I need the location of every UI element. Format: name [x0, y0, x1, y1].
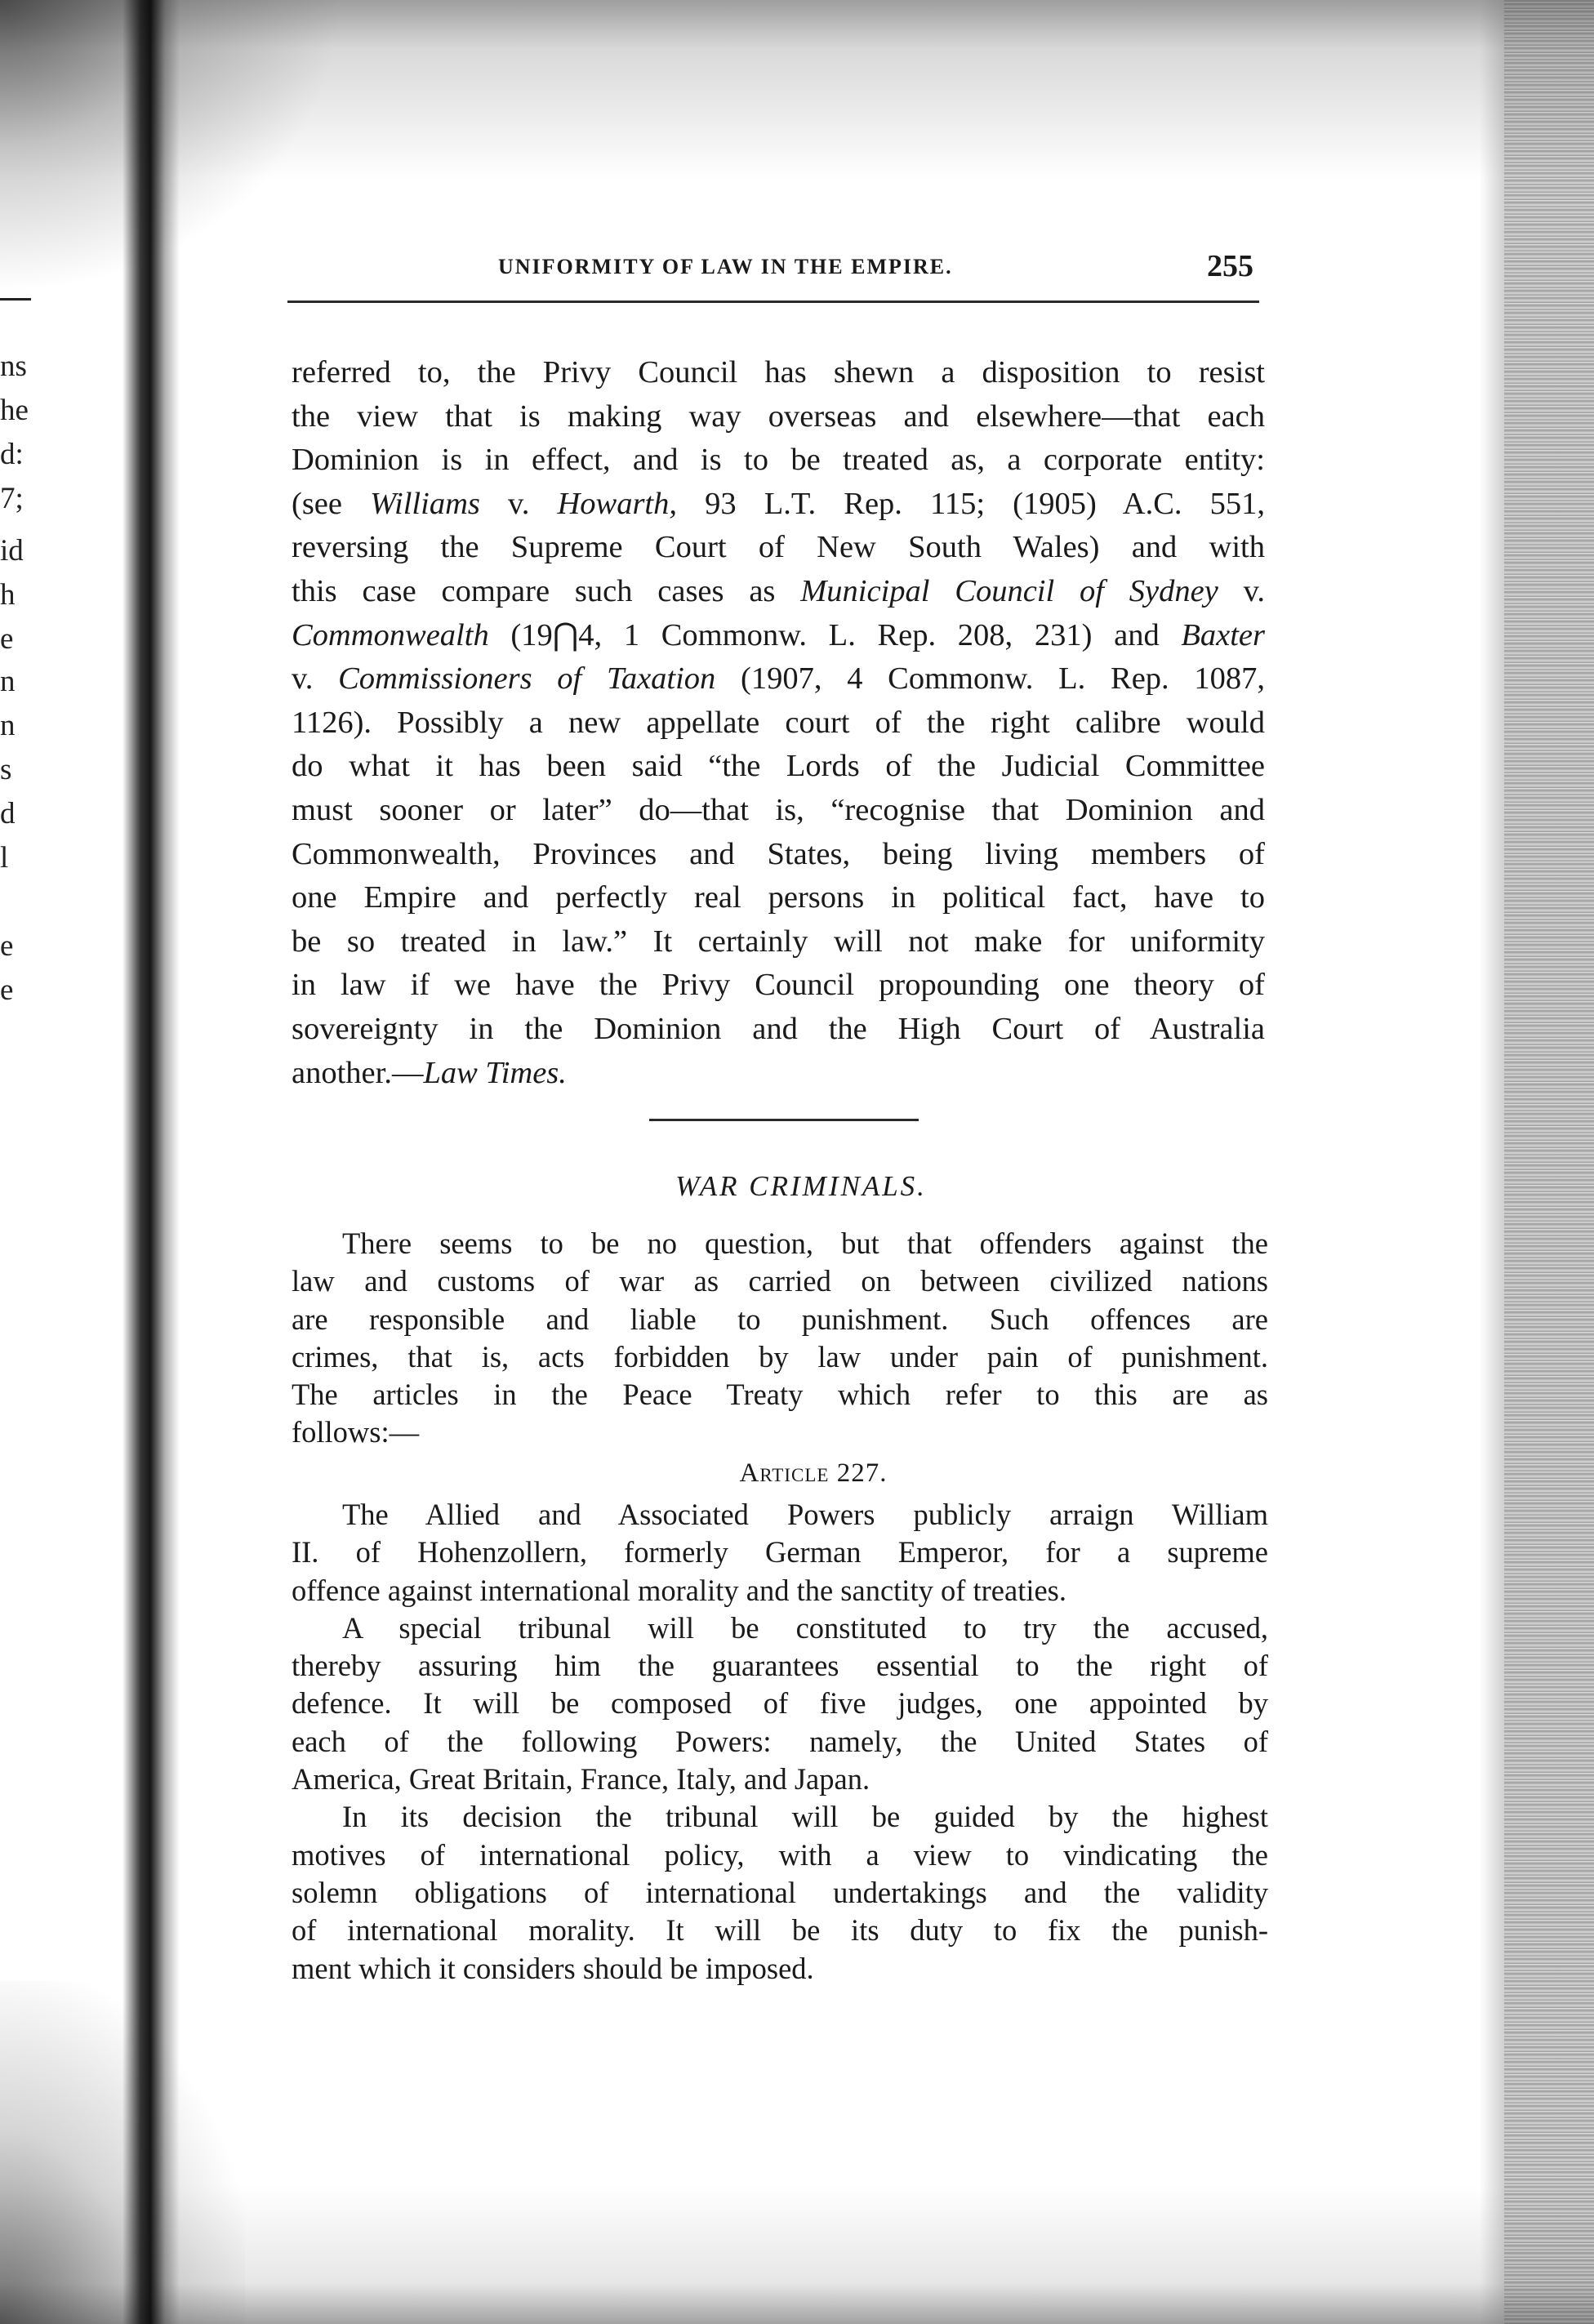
text-line: II. of Hohenzollern, formerly German Emperor, for a supreme [292, 1535, 1268, 1569]
text-line: of international morality. It will be its duty to fix the punish- [292, 1913, 1268, 1948]
text-line: the view that is making way overseas and elsewhere—that each [292, 398, 1265, 434]
header-rule [287, 301, 1259, 303]
case-citation: Howarth, [557, 486, 678, 521]
text-line: thereby assuring him the guarantees essential to the right of [292, 1649, 1268, 1683]
facing-page-fragment: h [0, 578, 16, 612]
text-line: ment which it considers should be imposed. [292, 1951, 814, 1985]
text-line: The Allied and Associated Powers publicly arraign William [342, 1498, 1268, 1531]
facing-page-fragment: e [0, 973, 14, 1007]
text-line: 1126). Possibly a new appellate court of the right calibre would [292, 705, 1265, 740]
case-citation: Commonwealth [292, 617, 489, 652]
facing-page-fragment: ns [0, 349, 27, 383]
text-line: follows:— [292, 1415, 420, 1449]
text-line: v. Commissioners of Taxation (1907, 4 Commonw. L. Rep. 1087, [292, 661, 1266, 697]
text-line: referred to, the Privy Council has shewn a disposition to resist [292, 355, 1265, 390]
facing-page-fragments [0, 0, 98, 1143]
text-line: America, Great Britain, France, Italy, and Japan. [292, 1762, 870, 1796]
facing-page-fragment: s [0, 753, 12, 786]
facing-page-fragment: d [0, 797, 16, 830]
facing-page-fragment: e [0, 622, 14, 656]
text-line: A special tribunal will be constituted to try the accused, [342, 1610, 1268, 1645]
section-heading: WAR CRIMINALS. [675, 1170, 927, 1202]
page-stack-edge [1504, 0, 1594, 2324]
section-divider [649, 1119, 919, 1121]
text-line: defence. It will be composed of five judges, one appointed by [292, 1686, 1268, 1721]
text-line: are responsible and liable to punishment. Such offences are [292, 1302, 1268, 1336]
facing-page-fragment: id [0, 534, 24, 568]
text-line: in law if we have the Privy Council propounding one theory of [292, 968, 1265, 1003]
text-line: offence against international morality and the sanctity of treaties. [292, 1573, 1066, 1607]
text-line: reversing the Supreme Court of New South Wales) and with [292, 530, 1265, 565]
text-line: There seems to be no question, but that offenders against the [342, 1227, 1268, 1260]
article-label [0, 1458, 1594, 1489]
facing-page-fragment: n [0, 665, 16, 698]
text-line: Commonwealth, Provinces and States, being living members of [292, 836, 1265, 871]
text-line: each of the following Powers: namely, the United States of [292, 1724, 1268, 1758]
text-line: (see Williams v. Howarth, 93 L.T. Rep. 115; (1905) A.C. 551, [292, 486, 1265, 521]
article-label-word: Article [739, 1458, 830, 1488]
facing-page-fragment: d: [0, 438, 24, 471]
text-line: Dominion is in effect, and is to be treated as, a corporate entity: [292, 443, 1265, 478]
book-gutter [122, 0, 180, 2324]
facing-page-fragment: 7; [0, 482, 24, 515]
text-line: this case compare such cases as Municipal Council of Sydney v. [292, 573, 1266, 608]
text-line: one Empire and perfectly real persons in political fact, have to [292, 880, 1265, 915]
upper-paragraph [292, 351, 1265, 1095]
page-number: 255 [1207, 249, 1253, 283]
facing-page-fragment: e [0, 929, 14, 963]
case-citation: Municipal Council of Sydney [800, 573, 1218, 608]
text-line: do what it has been said “the Lords of the Judicial Committee [292, 749, 1265, 784]
article-text [292, 1496, 1268, 1988]
facing-page-fragment: l [0, 841, 9, 875]
text-line: In its decision the tribunal will be guided by the highest [342, 1800, 1268, 1834]
case-citation: Law Times. [423, 1055, 567, 1090]
running-header-title: UNIFORMITY OF LAW IN THE EMPIRE. [498, 255, 953, 278]
facing-page-fragment: he [0, 394, 29, 427]
text-line: law and customs of war as carried on between civilized nations [292, 1264, 1268, 1298]
case-citation: Baxter [1181, 617, 1265, 652]
text-line: solemn obligations of international undertakings and the validity [292, 1875, 1268, 1909]
text-line: must sooner or later” do—that is, “recognise that Dominion and [292, 792, 1265, 827]
text-line: sovereignty in the Dominion and the High Court of Australia [292, 1011, 1265, 1046]
article-label-number: 227. [836, 1458, 888, 1488]
text-line: be so treated in law.” It certainly will not make for uniformity [292, 924, 1265, 959]
text-line: motives of international policy, with a view to vindicating the [292, 1837, 1268, 1872]
text-line: crimes, that is, acts forbidden by law under pain of punishment. [292, 1339, 1268, 1373]
facing-page-fragment: n [0, 709, 16, 742]
case-citation: Williams [370, 486, 480, 521]
text-line: another.—Law Times. [292, 1055, 567, 1090]
text-line: The articles in the Peace Treaty which refer to this are as [292, 1378, 1268, 1412]
page-edge-shade [1480, 0, 1504, 2324]
section-intro-paragraph [292, 1225, 1268, 1452]
text-line: Commonwealth (19⋂4, 1 Commonw. L. Rep. 208, 231) and Baxter [292, 617, 1265, 652]
case-citation: Commissioners of Taxation [338, 661, 716, 697]
